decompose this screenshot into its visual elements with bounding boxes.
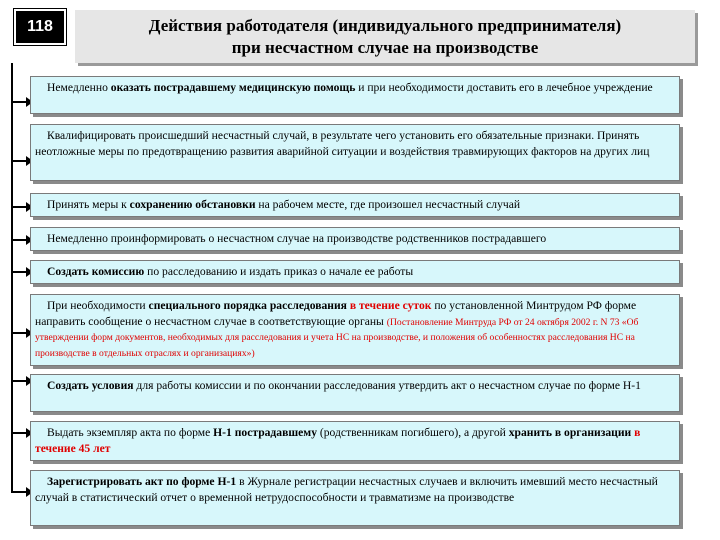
- step-text: по расследованию и издать приказ о начале ее работы: [144, 265, 414, 278]
- flow-rail-line: [11, 63, 13, 493]
- step-text: для работы комиссии и по окончании расследования утвердить акт о несчастном случае по форме Н-1: [133, 379, 641, 392]
- step-text: (родственникам погибшего), а другой: [317, 426, 509, 439]
- step-box-inform-relatives: [30, 227, 680, 251]
- step-emphasis: Создать комиссию: [47, 265, 145, 278]
- step-text: на рабочем месте, где произошел несчастный случай: [255, 198, 521, 211]
- step-emphasis: Создать условия: [47, 379, 134, 392]
- step-emphasis: сохранению обстановки: [129, 198, 256, 211]
- step-text: Выдать экземпляр акта по форме: [47, 426, 214, 439]
- step-text: Немедленно проинформировать о несчастном случае на производстве родственников пострадавшего: [47, 232, 547, 245]
- slide-number-badge: 118: [14, 9, 66, 45]
- step-emphasis: оказать пострадавшему медицинскую помощь: [110, 81, 356, 94]
- connector-arrow: [11, 432, 28, 434]
- step-text: Принять меры к: [47, 198, 130, 211]
- connector-arrow: [11, 271, 28, 273]
- connector-arrow: [11, 160, 28, 162]
- step-text: в Журнале регистрации несчастных случаев и включить имевший место несчастный случай в статистический отчет о временной нетрудоспособности и травматизме на производстве: [35, 475, 658, 504]
- step-box-first-aid: [30, 76, 680, 114]
- deadline-highlight: в течение суток: [346, 299, 432, 312]
- connector-arrow: [11, 206, 28, 208]
- title-line-1: Действия работодателя (индивидуального предпринимателя): [148, 15, 622, 35]
- step-emphasis: Н-1 пострадавшему: [213, 426, 317, 439]
- connector-arrow: [11, 101, 28, 103]
- step-text: и при необходимости доставить его в лечебное учреждение: [355, 81, 653, 94]
- step-box-qualify-accident: [30, 124, 680, 181]
- step-box-preserve-scene: [30, 193, 680, 217]
- step-text: по установленной Минтрудом РФ форме направить сообщение о несчастном случае в соответствующие органы: [35, 299, 637, 328]
- connector-arrow: [11, 491, 28, 493]
- step-text: Немедленно: [47, 81, 111, 94]
- regulation-note: (Постановление Минтруда РФ от 24 октября 2002 г. N 73 «Об утверждении форм документов, необходимых для расследования и учета НС на производстве, и положения об особенностях расследования НС на производстве в отдельных отраслях и организациях»): [35, 316, 639, 359]
- step-box-create-commission: [30, 260, 680, 284]
- connector-arrow: [11, 380, 28, 382]
- step-text: При необходимости: [47, 299, 149, 312]
- title-line-2: при несчастном случае на производстве: [231, 37, 539, 57]
- step-emphasis: Зарегистрировать акт по форме Н-1: [47, 475, 237, 488]
- connector-arrow: [11, 332, 28, 334]
- step-box-approve-act: [30, 374, 680, 412]
- connector-arrow: [11, 239, 28, 241]
- step-box-issue-act: [30, 421, 680, 461]
- page-title: [75, 10, 695, 63]
- step-emphasis: хранить в организации: [508, 426, 632, 439]
- step-emphasis: специального порядка расследования: [148, 299, 347, 312]
- step-box-special-investigation: [30, 294, 680, 366]
- step-text: Квалифицировать происшедший несчастный случай, в результате чего установить его обязательные признаки. Принять неотложные меры по предотвращению развития аварийной ситуации и воздействия травмирующих факторов на других лиц: [35, 129, 650, 158]
- step-box-register-act: [30, 470, 680, 526]
- deadline-highlight: в течение 45 лет: [35, 426, 641, 455]
